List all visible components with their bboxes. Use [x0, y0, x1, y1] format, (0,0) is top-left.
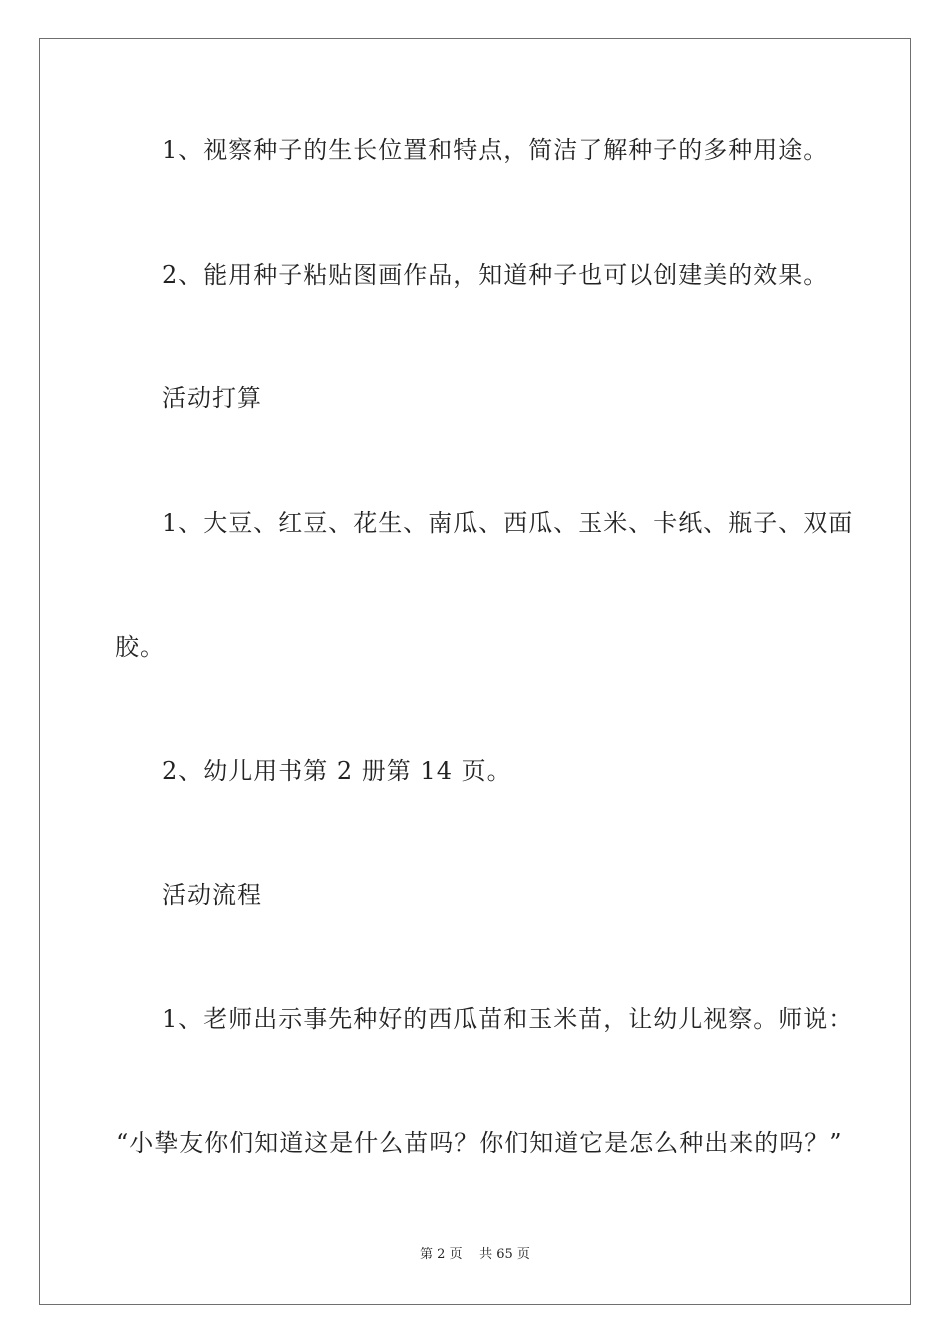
materials-1-line: 1、大豆、红豆、花生、南瓜、西瓜、玉米、卡纸、瓶子、双面: [162, 509, 854, 537]
objective-2-line: 2、能用种子粘贴图画作品，知道种子也可以创建美的效果。: [162, 261, 829, 289]
page-number-total: 共 65 页: [479, 1247, 530, 1262]
materials-1-continuation: 胶。: [115, 633, 165, 661]
section-heading-process: 活动流程: [162, 881, 262, 909]
process-1-line: 1、老师出示事先种好的西瓜苗和玉米苗，让幼儿视察。师说：: [162, 1005, 854, 1033]
materials-2-line: 2、幼儿用书第 2 册第 14 页。: [162, 757, 512, 785]
page-border: [39, 38, 911, 1305]
objective-1-line: 1、视察种子的生长位置和特点，简洁了解种子的多种用途。: [162, 136, 829, 164]
teacher-quote-line: “小挚友你们知道这是什么苗吗？你们知道它是怎么种出来的吗？”: [116, 1129, 843, 1157]
page-number-current: 第 2 页: [420, 1247, 463, 1262]
page-footer: [0, 1247, 950, 1263]
section-heading-preparation: 活动打算: [162, 384, 262, 412]
